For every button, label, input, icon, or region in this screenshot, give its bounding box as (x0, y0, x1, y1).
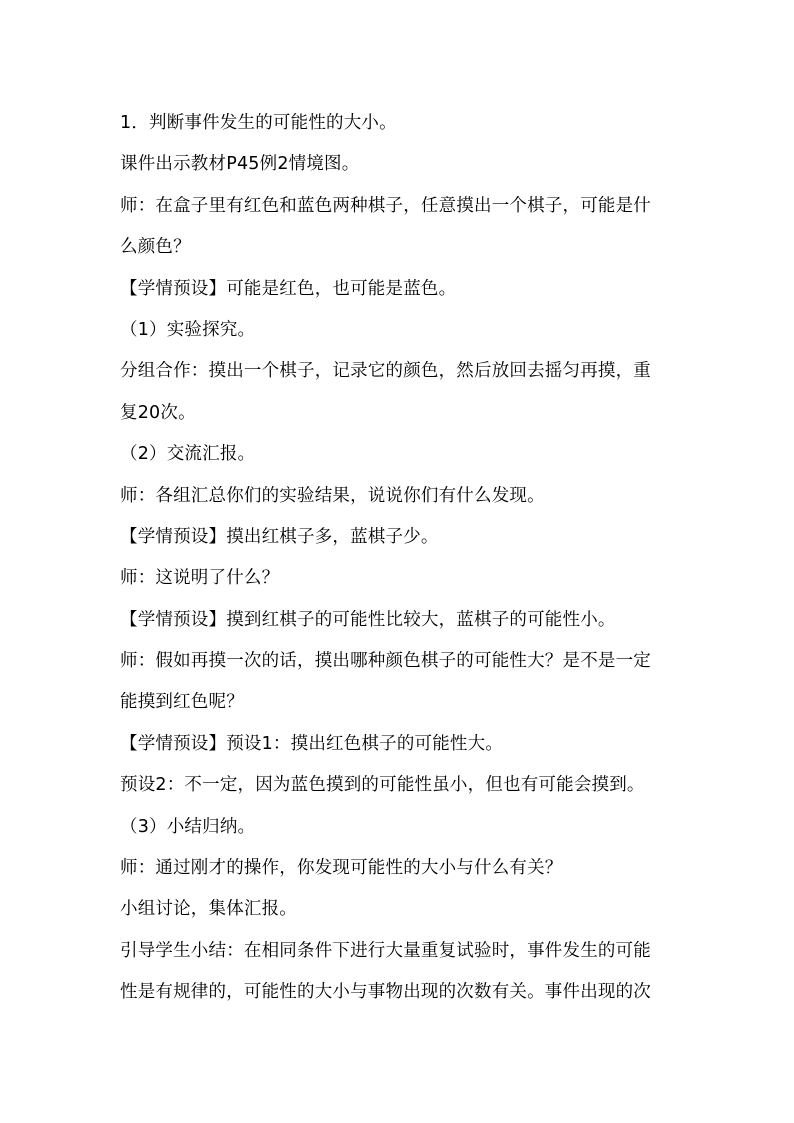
paragraph-guided-summary-cont: 性是有规律的，可能性的大小与事物出现的次数有关。事件出现的次 (120, 982, 651, 1003)
document-body (120, 103, 676, 1014)
subheading-summary: （3）小结归纳。 (120, 816, 256, 837)
paragraph-group-work: 分组合作：摸出一个棋子，记录它的颜色，然后放回去摇匀再摸，重 (120, 361, 651, 382)
paragraph-preset-4: 【学情预设】预设1：摸出红色棋子的可能性大。 (120, 733, 504, 754)
paragraph-group-discussion: 小组讨论，集体汇报。 (120, 899, 297, 920)
paragraph-preset-1: 【学情预设】可能是红色，也可能是蓝色。 (120, 278, 457, 299)
paragraph-teacher-question-4: 师：假如再摸一次的话，摸出哪种颜色棋子的可能性大？是不是一定 (120, 651, 651, 672)
paragraph-teacher-question-1-cont: 么颜色？ (120, 237, 191, 258)
paragraph-courseware: 课件出示教材P45例2情境图。 (120, 154, 360, 175)
paragraph-preset-5: 预设2：不一定，因为蓝色摸到的可能性虽小，但也有可能会摸到。 (120, 775, 645, 796)
paragraph-preset-2: 【学情预设】摸出红棋子多，蓝棋子少。 (120, 526, 439, 547)
paragraph-preset-3: 【学情预设】摸到红棋子的可能性比较大，蓝棋子的可能性小。 (120, 609, 616, 630)
paragraph-teacher-question-3: 师：这说明了什么？ (120, 568, 280, 589)
paragraph-group-work-cont: 复20次。 (120, 402, 196, 423)
paragraph-teacher-question-2: 师：各组汇总你们的实验结果，说说你们有什么发现。 (120, 485, 545, 506)
heading-judge-possibility: 1．判断事件发生的可能性的大小。 (120, 113, 397, 133)
paragraph-teacher-question-4-cont: 能摸到红色呢？ (120, 692, 244, 713)
subheading-experiment: （1）实验探究。 (120, 319, 256, 340)
paragraph-teacher-question-5: 师：通过刚才的操作，你发现可能性的大小与什么有关？ (120, 858, 563, 879)
subheading-report: （2）交流汇报。 (120, 444, 256, 465)
paragraph-teacher-question-1: 师：在盒子里有红色和蓝色两种棋子，任意摸出一个棋子，可能是什 (120, 195, 651, 216)
paragraph-guided-summary: 引导学生小结：在相同条件下进行大量重复试验时，事件发生的可能 (120, 940, 651, 961)
